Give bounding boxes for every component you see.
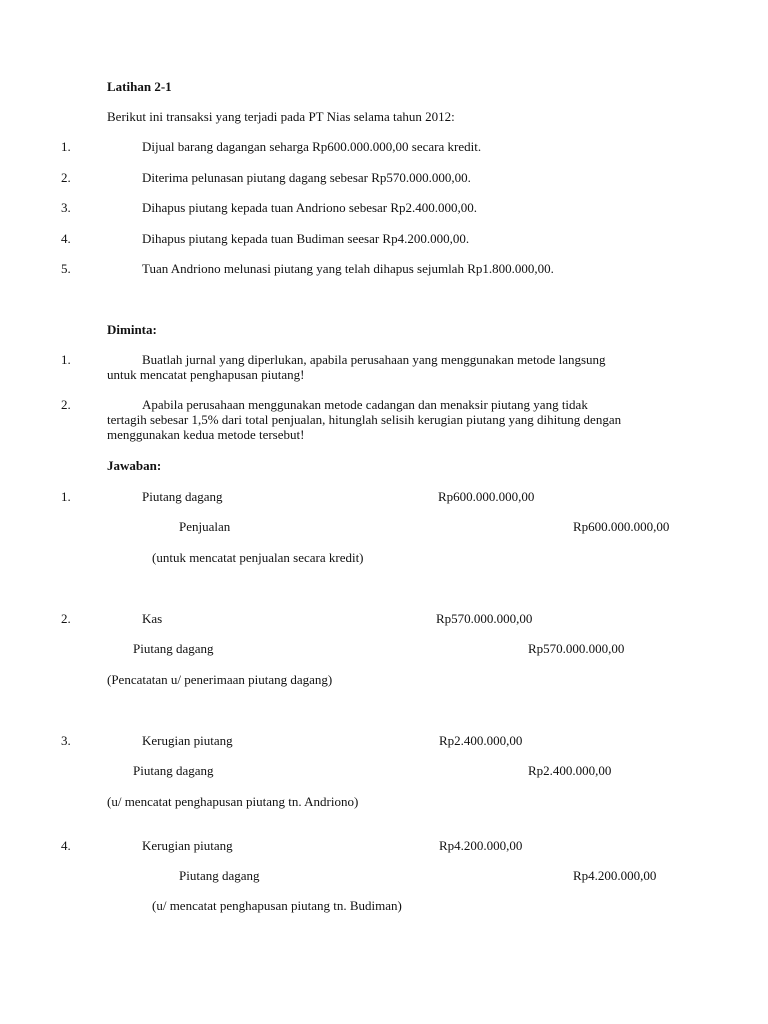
jawaban-heading: Jawaban:: [107, 458, 162, 473]
transaction-number: 1.: [61, 139, 71, 154]
transaction-text: Dihapus piutang kepada tuan Budiman seesar Rp4.200.000,00.: [142, 231, 470, 246]
credit-amount: Rp2.400.000,00: [528, 763, 612, 778]
transaction-number: 5.: [61, 261, 71, 276]
credit-account: Piutang dagang: [179, 868, 260, 883]
debit-amount: Rp4.200.000,00: [439, 838, 523, 853]
transaction-text: Dihapus piutang kepada tuan Andriono sebesar Rp2.400.000,00.: [142, 200, 478, 215]
credit-account: Penjualan: [179, 519, 231, 534]
diminta-number: 1.: [61, 352, 71, 367]
diminta-line: Apabila perusahaan menggunakan metode cadangan dan menaksir piutang yang tidak: [142, 397, 588, 412]
credit-account: Piutang dagang: [133, 763, 214, 778]
intro-text: Berikut ini transaksi yang terjadi pada PT Nias selama tahun 2012:: [107, 109, 455, 124]
transaction-number: 4.: [61, 231, 71, 246]
entry-note: (Pencatatan u/ penerimaan piutang dagang): [107, 672, 333, 687]
transaction-text: Diterima pelunasan piutang dagang sebesar Rp570.000.000,00.: [142, 170, 471, 185]
transaction-text: Tuan Andriono melunasi piutang yang telah dihapus sejumlah Rp1.800.000,00.: [142, 261, 554, 276]
debit-amount: Rp2.400.000,00: [439, 733, 523, 748]
debit-account: Kas: [142, 611, 163, 626]
diminta-line: untuk mencatat penghapusan piutang!: [107, 367, 305, 382]
page-title: Latihan 2-1: [107, 79, 172, 94]
transaction-number: 3.: [61, 200, 71, 215]
debit-amount: Rp600.000.000,00: [438, 489, 535, 504]
entry-note: (u/ mencatat penghapusan piutang tn. Andriono): [107, 794, 359, 809]
debit-account: Piutang dagang: [142, 489, 223, 504]
diminta-number: 2.: [61, 397, 71, 412]
journal-entry-number: 4.: [61, 838, 71, 853]
transaction-text: Dijual barang dagangan seharga Rp600.000.000,00 secara kredit.: [142, 139, 482, 154]
debit-amount: Rp570.000.000,00: [436, 611, 533, 626]
journal-entry-number: 1.: [61, 489, 71, 504]
journal-entry-number: 3.: [61, 733, 71, 748]
credit-amount: Rp600.000.000,00: [573, 519, 670, 534]
entry-note: (untuk mencatat penjualan secara kredit): [152, 550, 364, 565]
transaction-number: 2.: [61, 170, 71, 185]
credit-account: Piutang dagang: [133, 641, 214, 656]
credit-amount: Rp570.000.000,00: [528, 641, 625, 656]
diminta-heading: Diminta:: [107, 322, 157, 337]
entry-note: (u/ mencatat penghapusan piutang tn. Budiman): [152, 898, 402, 913]
debit-account: Kerugian piutang: [142, 733, 233, 748]
credit-amount: Rp4.200.000,00: [573, 868, 657, 883]
debit-account: Kerugian piutang: [142, 838, 233, 853]
journal-entry-number: 2.: [61, 611, 71, 626]
diminta-line: Buatlah jurnal yang diperlukan, apabila perusahaan yang menggunakan metode langsung: [142, 352, 606, 367]
diminta-line: tertagih sebesar 1,5% dari total penjualan, hitunglah selisih kerugian piutang yang dihitung dengan menggunakan kedua metode tersebut!: [107, 412, 622, 442]
